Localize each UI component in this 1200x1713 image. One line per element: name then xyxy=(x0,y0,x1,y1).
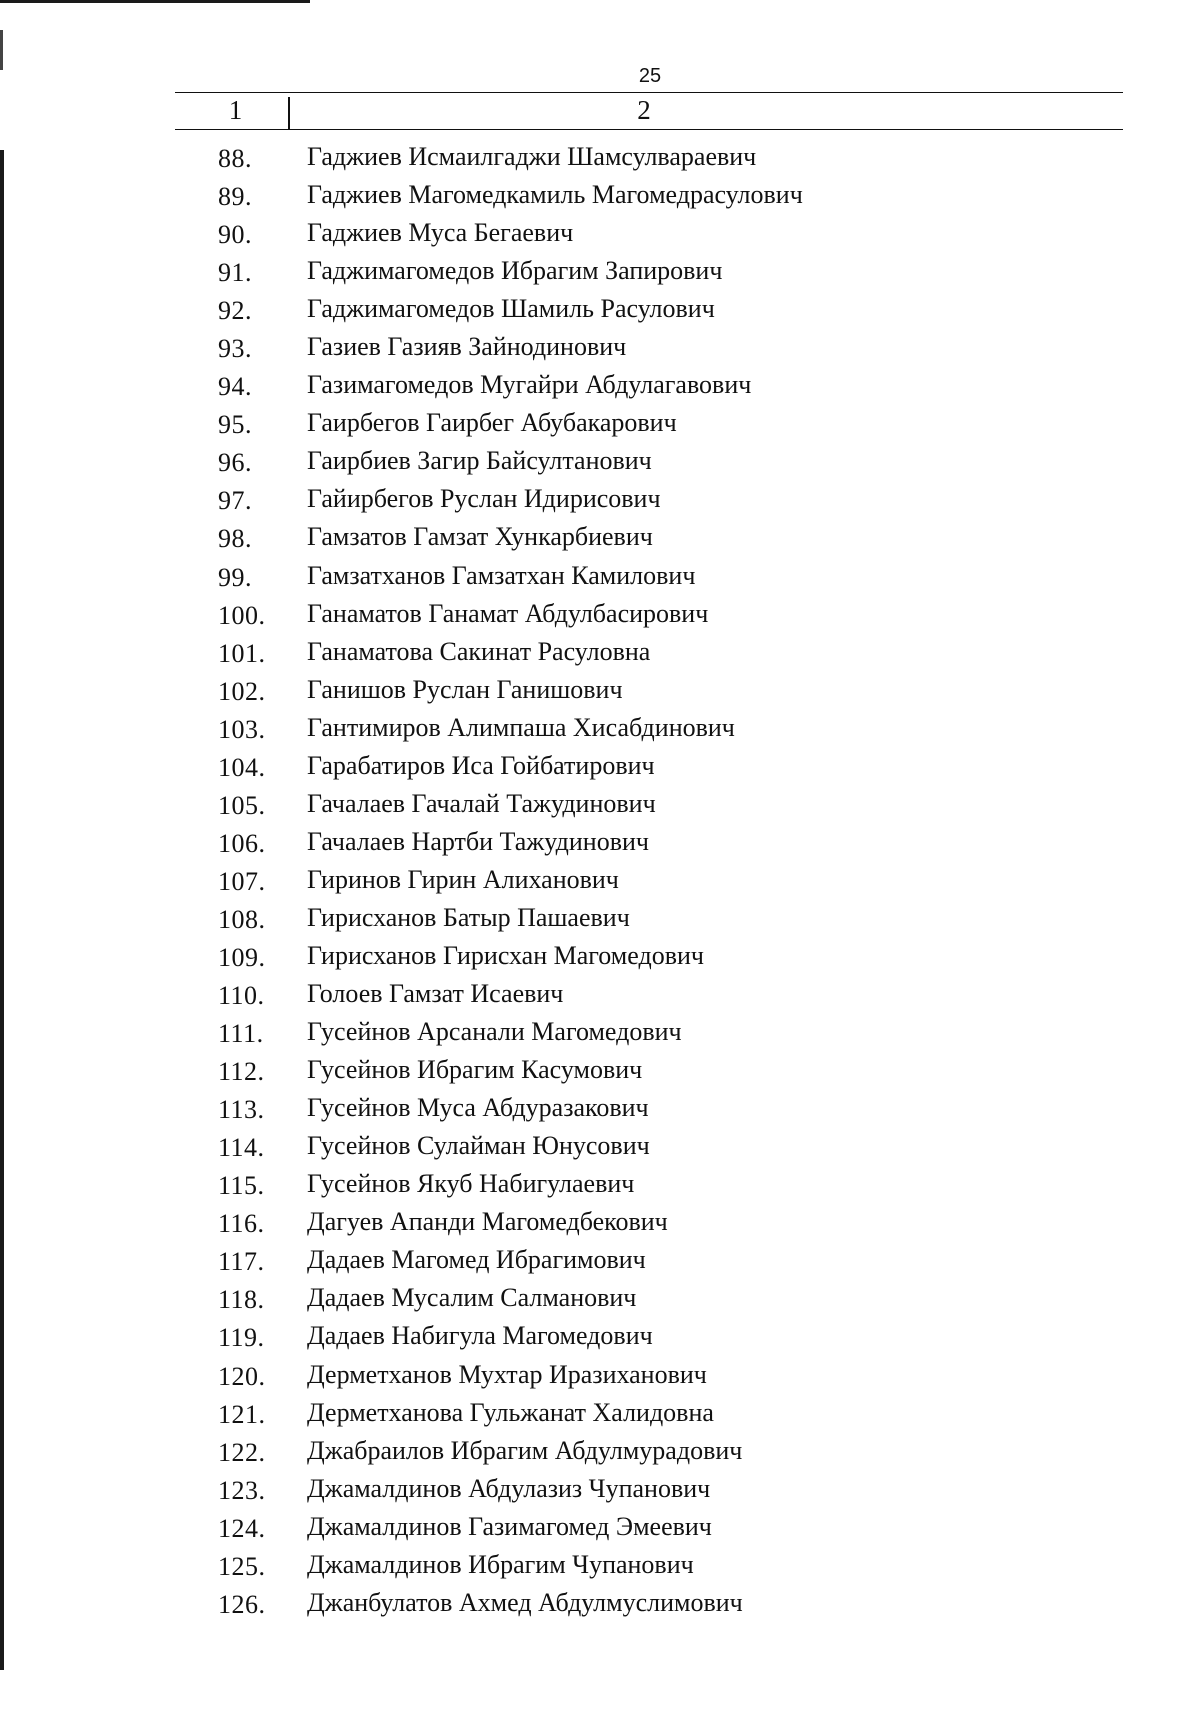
item-number: 120. xyxy=(218,1361,266,1391)
list-item xyxy=(0,1586,1200,1624)
item-full-name: Дадаев Мусалим Салманович xyxy=(307,1283,637,1313)
item-full-name: Гусейнов Арсанали Магомедович xyxy=(307,1017,682,1047)
item-full-name: Дерметханов Мухтар Иразиханович xyxy=(307,1359,707,1389)
item-full-name: Гантимиров Алимпаша Хисабдинович xyxy=(307,712,735,742)
list-item xyxy=(0,1472,1200,1510)
item-full-name: Дадаев Набигула Магомедович xyxy=(307,1321,653,1351)
item-number: 108. xyxy=(218,904,266,934)
item-full-name: Дерметханова Гульжанат Халидовна xyxy=(307,1397,714,1427)
list-item xyxy=(0,254,1200,292)
item-number: 115. xyxy=(218,1171,265,1201)
list-item xyxy=(0,1091,1200,1129)
item-number: 122. xyxy=(218,1437,266,1467)
item-number: 88. xyxy=(218,144,252,173)
item-number: 126. xyxy=(218,1589,266,1619)
item-full-name: Джамалдинов Ибрагим Чупанович xyxy=(307,1549,694,1579)
item-full-name: Гусейнов Муса Абдуразакович xyxy=(307,1093,649,1123)
item-number: 117. xyxy=(218,1247,265,1277)
item-full-name: Гаджимагомедов Ибрагим Запирович xyxy=(307,256,723,286)
item-number: 124. xyxy=(218,1513,266,1543)
scan-edge-top xyxy=(0,0,310,3)
header-column-name: 2 xyxy=(637,95,651,125)
list-item xyxy=(0,863,1200,901)
list-item xyxy=(0,559,1200,597)
list-item xyxy=(0,1319,1200,1357)
item-number: 110. xyxy=(218,981,265,1011)
item-number: 104. xyxy=(218,752,266,782)
item-number: 114. xyxy=(218,1133,265,1163)
list-item xyxy=(0,216,1200,254)
item-full-name: Гарабатиров Иса Гойбатирович xyxy=(307,750,655,780)
item-number: 95. xyxy=(218,410,252,440)
list-item xyxy=(0,368,1200,406)
item-number: 111. xyxy=(218,1019,264,1049)
list-item xyxy=(0,901,1200,939)
item-number: 118. xyxy=(218,1285,265,1315)
table-header xyxy=(175,92,1123,130)
list-item xyxy=(0,1434,1200,1472)
item-full-name: Голоев Гамзат Исаевич xyxy=(307,979,564,1009)
item-full-name: Гиринов Гирин Алиханович xyxy=(307,864,619,894)
list-item xyxy=(0,1129,1200,1167)
item-number: 92. xyxy=(218,296,252,326)
list-item xyxy=(0,1396,1200,1434)
list-item xyxy=(0,1510,1200,1548)
list-item xyxy=(0,1205,1200,1243)
list-item xyxy=(0,330,1200,368)
item-number: 102. xyxy=(218,676,266,706)
list-item xyxy=(0,1281,1200,1319)
item-number: 107. xyxy=(218,866,266,896)
item-full-name: Гусейнов Сулайман Юнусович xyxy=(307,1131,650,1161)
item-full-name: Гаирбиев Загир Байсултанович xyxy=(307,446,652,476)
item-number: 94. xyxy=(218,372,252,402)
item-full-name: Гаджиев Исмаилгаджи Шамсулвараевич xyxy=(307,142,757,171)
item-number: 90. xyxy=(218,220,252,250)
list-item xyxy=(0,749,1200,787)
item-number: 125. xyxy=(218,1551,266,1581)
item-number: 113. xyxy=(218,1095,265,1125)
item-number: 93. xyxy=(218,334,252,364)
list-item xyxy=(0,597,1200,635)
item-number: 89. xyxy=(218,182,252,212)
item-number: 106. xyxy=(218,828,266,858)
name-list xyxy=(0,140,1200,1624)
item-full-name: Гамзатханов Гамзатхан Камилович xyxy=(307,560,696,590)
item-number: 112. xyxy=(218,1057,265,1087)
item-full-name: Гаджиев Муса Бегаевич xyxy=(307,218,574,248)
item-full-name: Гирисханов Батыр Пашаевич xyxy=(307,902,630,932)
item-number: 99. xyxy=(218,562,252,592)
list-item xyxy=(0,292,1200,330)
page-number: 25 xyxy=(638,65,662,87)
item-full-name: Гаирбегов Гаирбег Абубакарович xyxy=(307,408,677,438)
item-full-name: Гусейнов Якуб Набигулаевич xyxy=(307,1169,635,1199)
item-number: 91. xyxy=(218,258,252,288)
list-item xyxy=(0,520,1200,558)
item-full-name: Ганишов Руслан Ганишович xyxy=(307,674,623,704)
list-item xyxy=(0,787,1200,825)
item-number: 98. xyxy=(218,524,252,554)
list-item xyxy=(0,635,1200,673)
item-number: 119. xyxy=(218,1323,265,1353)
list-item xyxy=(0,673,1200,711)
list-item xyxy=(0,1053,1200,1091)
item-full-name: Гирисханов Гирисхан Магомедович xyxy=(307,940,704,970)
list-item xyxy=(0,1167,1200,1205)
item-number: 100. xyxy=(218,600,266,630)
list-item xyxy=(0,1548,1200,1586)
item-number: 103. xyxy=(218,714,266,744)
item-full-name: Ганаматов Ганамат Абдулбасирович xyxy=(307,598,709,628)
item-full-name: Гамзатов Гамзат Хункарбиевич xyxy=(307,522,653,552)
list-item xyxy=(0,939,1200,977)
header-column-number: 1 xyxy=(228,95,243,125)
item-full-name: Дадаев Магомед Ибрагимович xyxy=(307,1245,646,1275)
list-item xyxy=(0,1243,1200,1281)
item-full-name: Гачалаев Гачалай Тажудинович xyxy=(307,788,656,818)
item-full-name: Гачалаев Нартби Тажудинович xyxy=(307,826,649,856)
item-number: 123. xyxy=(218,1475,266,1505)
item-full-name: Джабраилов Ибрагим Абдулмурадович xyxy=(307,1435,743,1465)
item-number: 96. xyxy=(218,448,252,478)
item-number: 101. xyxy=(218,638,266,668)
list-item xyxy=(0,1358,1200,1396)
list-item xyxy=(0,178,1200,216)
list-item xyxy=(0,444,1200,482)
item-number: 116. xyxy=(218,1209,265,1239)
list-item xyxy=(0,1015,1200,1053)
item-full-name: Гусейнов Ибрагим Касумович xyxy=(307,1055,643,1085)
item-full-name: Газиев Газияв Зайнодинович xyxy=(307,332,627,362)
item-number: 121. xyxy=(218,1399,266,1429)
list-item xyxy=(0,406,1200,444)
item-number: 105. xyxy=(218,790,266,820)
list-item xyxy=(0,977,1200,1015)
item-full-name: Джамалдинов Абдулазиз Чупанович xyxy=(307,1473,711,1503)
item-number: 97. xyxy=(218,486,252,516)
list-item xyxy=(0,711,1200,749)
item-full-name: Дагуев Апанди Магомедбекович xyxy=(307,1207,668,1237)
item-full-name: Газимагомедов Мугайри Абдулагавович xyxy=(307,370,752,400)
list-item xyxy=(0,482,1200,520)
item-full-name: Ганаматова Сакинат Расуловна xyxy=(307,636,651,666)
list-item xyxy=(0,825,1200,863)
item-full-name: Гайирбегов Руслан Идирисович xyxy=(307,484,661,514)
item-full-name: Джамалдинов Газимагомед Эмеевич xyxy=(307,1511,712,1541)
scan-mark-left xyxy=(0,30,3,70)
item-full-name: Гаджиев Магомедкамиль Магомедрасулович xyxy=(307,180,803,210)
list-item xyxy=(0,140,1200,178)
item-full-name: Гаджимагомедов Шамиль Расулович xyxy=(307,294,715,324)
item-full-name: Джанбулатов Ахмед Абдулмуслимович xyxy=(307,1587,743,1617)
item-number: 109. xyxy=(218,942,266,972)
